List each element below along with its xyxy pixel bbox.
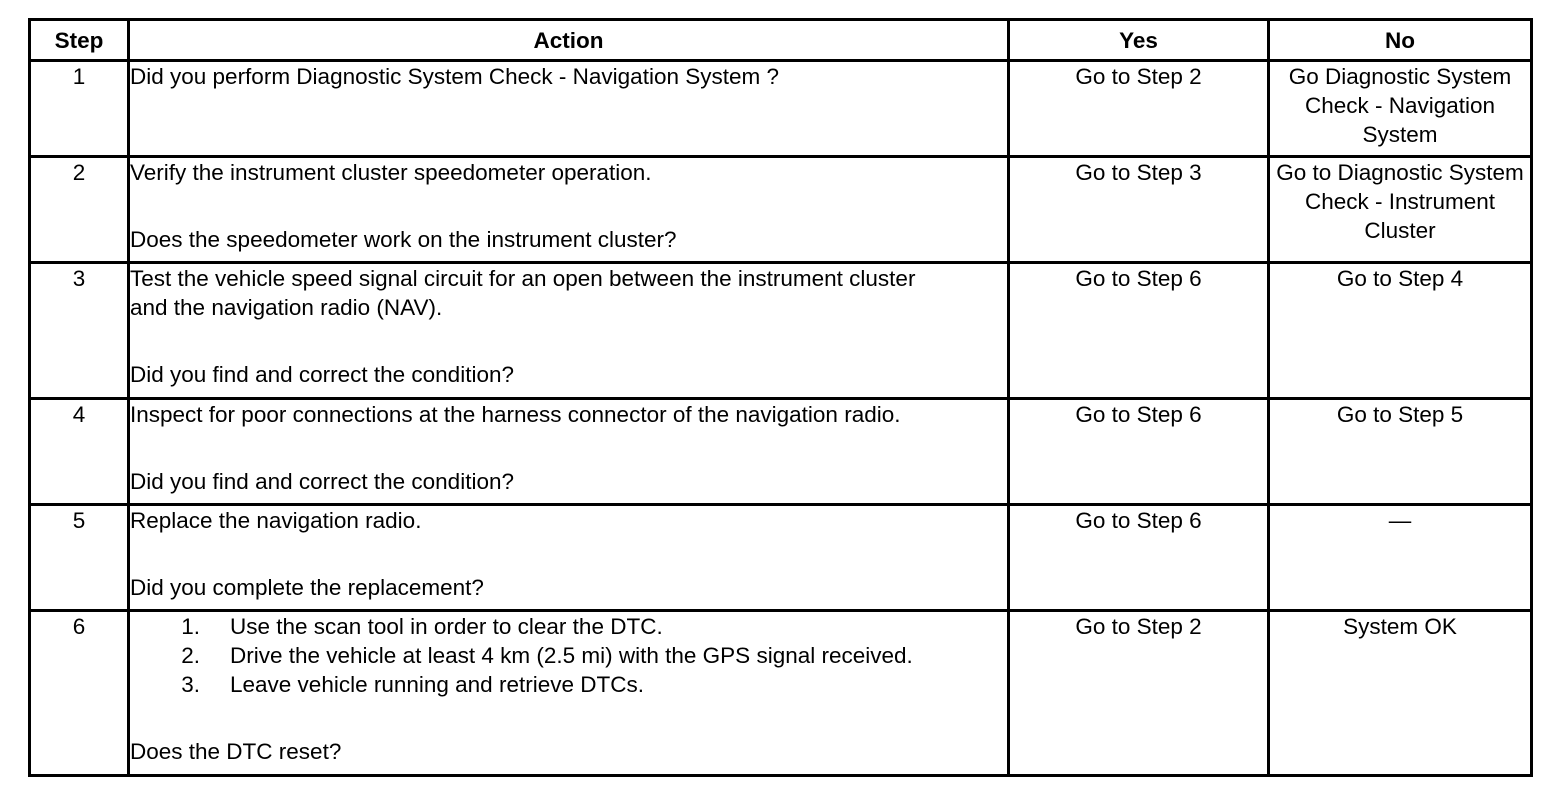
action-question: Does the DTC reset? (130, 739, 342, 764)
action-cell (129, 157, 1009, 263)
table-row (30, 611, 1532, 776)
table-row (30, 157, 1532, 263)
table-row (30, 61, 1532, 157)
substep-list (130, 612, 1007, 699)
yes-cell: Go to Step 2 (1009, 61, 1269, 157)
substep-text: Drive the vehicle at least 4 km (2.5 mi) with the GPS signal received. (230, 643, 913, 668)
substep-number: 1. (181, 614, 200, 639)
substep-text: Leave vehicle running and retrieve DTCs. (230, 672, 644, 697)
substep-number: 2. (181, 643, 200, 668)
action-text: Test the vehicle speed signal circuit for an open between the instrument cluster and the navigation radio (NAV). (130, 266, 916, 320)
table-row (30, 399, 1532, 505)
no-cell: Go to Diagnostic System Check - Instrument Cluster (1269, 157, 1532, 263)
header-action: Action (129, 20, 1009, 61)
no-cell: Go Diagnostic System Check - Navigation System (1269, 61, 1532, 157)
header-no: No (1269, 20, 1532, 61)
table-row (30, 263, 1532, 399)
yes-cell: Go to Step 6 (1009, 505, 1269, 611)
action-text: Did you perform Diagnostic System Check - Navigation System ? (130, 64, 779, 89)
action-cell (129, 263, 1009, 399)
step-number: 3 (30, 263, 129, 399)
diagnostic-table (28, 18, 1533, 777)
step-number: 4 (30, 399, 129, 505)
action-text: Verify the instrument cluster speedometer operation. (130, 160, 652, 185)
yes-cell: Go to Step 6 (1009, 263, 1269, 399)
action-cell (129, 399, 1009, 505)
no-cell: Go to Step 4 (1269, 263, 1532, 399)
header-yes: Yes (1009, 20, 1269, 61)
step-number: 5 (30, 505, 129, 611)
no-cell: Go to Step 5 (1269, 399, 1532, 505)
action-cell (129, 611, 1009, 776)
action-cell (129, 61, 1009, 157)
step-number: 2 (30, 157, 129, 263)
substep-number: 3. (181, 672, 200, 697)
action-cell (129, 505, 1009, 611)
action-text: Replace the navigation radio. (130, 508, 422, 533)
substep-item (130, 641, 1007, 670)
yes-cell: Go to Step 3 (1009, 157, 1269, 263)
no-cell: System OK (1269, 611, 1532, 776)
substep-item (130, 612, 1007, 641)
no-cell: — (1269, 505, 1532, 611)
substep-item (130, 670, 1007, 699)
step-number: 6 (30, 611, 129, 776)
header-row (30, 20, 1532, 61)
action-question: Does the speedometer work on the instrument cluster? (130, 227, 677, 252)
action-question: Did you complete the replacement? (130, 575, 484, 600)
step-number: 1 (30, 61, 129, 157)
substep-text: Use the scan tool in order to clear the DTC. (230, 614, 663, 639)
header-step: Step (30, 20, 129, 61)
yes-cell: Go to Step 6 (1009, 399, 1269, 505)
action-question: Did you find and correct the condition? (130, 469, 514, 494)
action-text: Inspect for poor connections at the harness connector of the navigation radio. (130, 402, 901, 427)
action-question: Did you find and correct the condition? (130, 362, 514, 387)
table-row (30, 505, 1532, 611)
yes-cell: Go to Step 2 (1009, 611, 1269, 776)
